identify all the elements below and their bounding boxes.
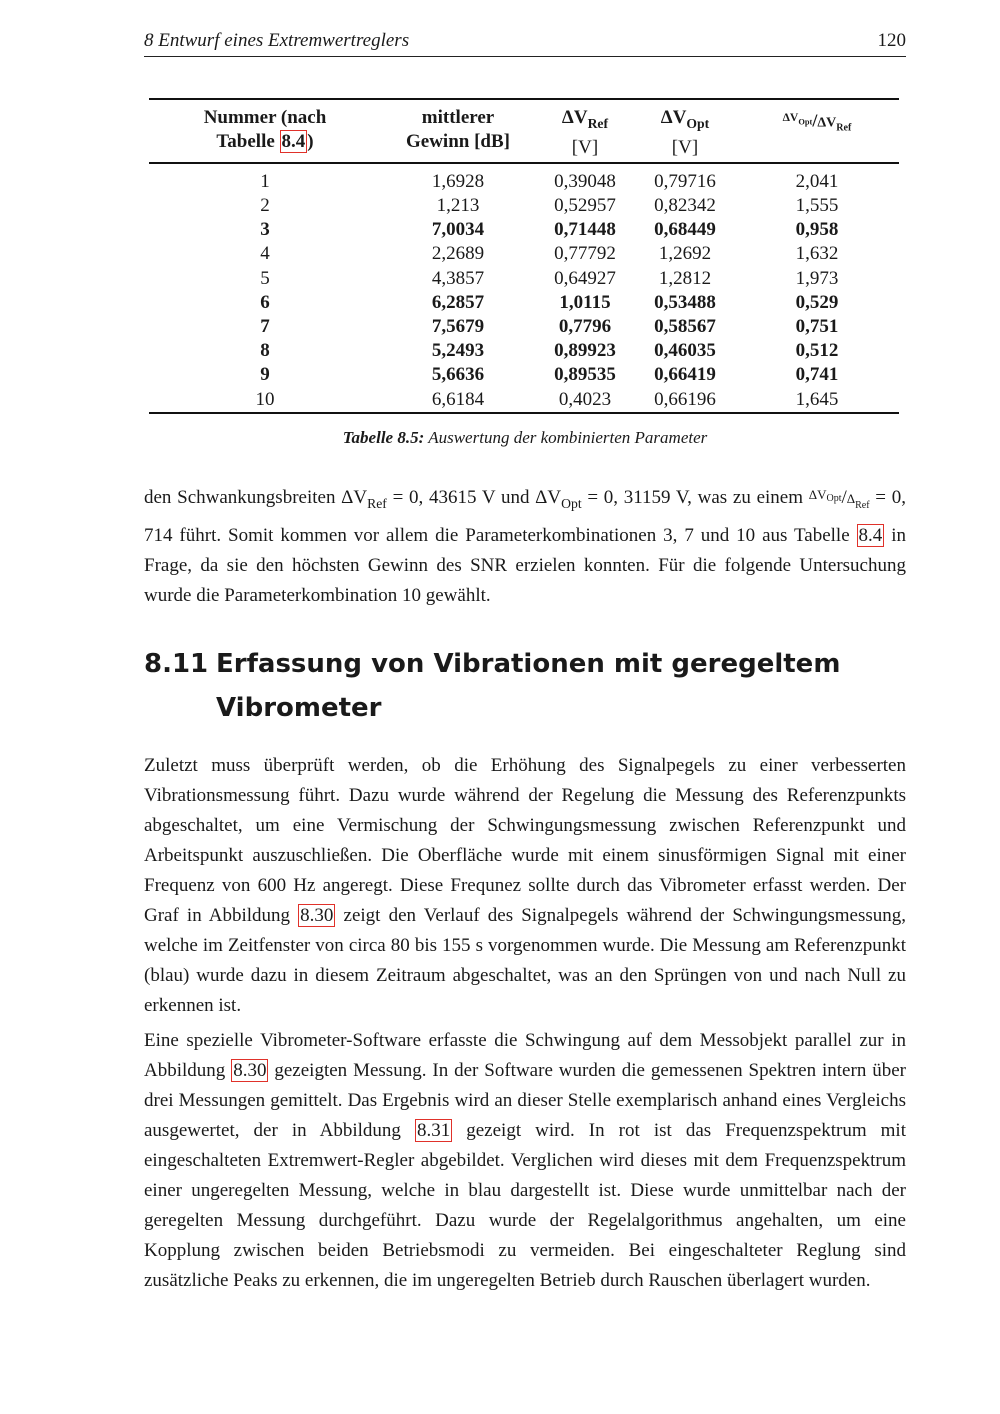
table-row bbox=[149, 315, 899, 339]
table-cell-ratio: 0,751 bbox=[795, 316, 839, 338]
table-cell-gain: 4,3857 bbox=[431, 267, 485, 289]
table-cell-dopt: 0,53488 bbox=[654, 291, 716, 313]
header-number: Nummer (nach Tabelle 8.4 ) bbox=[203, 107, 327, 152]
table-cell-ratio: 0,512 bbox=[795, 340, 839, 362]
results-table bbox=[149, 98, 899, 414]
header-delta-vref: $\Delta V_{Ref}$ [V] bbox=[561, 107, 609, 158]
table-cell-ratio: 1,973 bbox=[795, 267, 839, 289]
table-cell-dopt: 0,58567 bbox=[654, 316, 716, 338]
table-cell-nr: 7 bbox=[260, 316, 270, 338]
table-cell-dref: 0,52957 bbox=[554, 195, 616, 217]
table-cell-nr: 3 bbox=[260, 219, 270, 241]
caption-text: Auswertung der kombinierten Parameter bbox=[428, 428, 708, 447]
running-header bbox=[144, 30, 906, 57]
chapter-title: 8 Entwurf eines Extremwertreglers bbox=[144, 30, 410, 51]
table-cell-nr: 1 bbox=[260, 170, 270, 192]
table-cell-dref: 0,71448 bbox=[554, 219, 616, 241]
table-row bbox=[149, 387, 899, 412]
table-cell-gain: 7,0034 bbox=[431, 219, 485, 241]
table-cell-gain: 2,2689 bbox=[431, 243, 485, 265]
table-cell-ratio: 0,529 bbox=[795, 291, 839, 313]
table-cell-gain: 5,6636 bbox=[431, 364, 485, 386]
table-ref-link[interactable]: 8.4 bbox=[858, 524, 883, 546]
paragraph-2: Zuletzt muss überprüft werden, ob die Erhöhung des Signalpegels zu einer verbesserten Vibrationsmessung führt. Dazu wurde während der Regelung die Messung des Referenzpunkts abgeschaltet, um eine Vermischung der Schwingungsmessung zwischen Referenzpunkt und Arbeitspunkt auszuschließen. Die Oberfläche wurde mit einem sinusförmigen Signal mit einer Frequenz von 600 Hz angeregt. Diese Frequnez sollte durch das Vibrometer erfasst werden. Der Graf in Abbildung 8.30 zeigt den Verlauf des Signalpegels während der Schwingungsmessung, welche im Zeitfenster von circa 80 bis 155 s vorgenommen wurde. Die Messung am Referenzpunkt (blau) wurde dazu in diesem Zeitraum abgeschaltet, was an den Sprüngen von und nach Null zu erkennen ist. bbox=[144, 755, 907, 1016]
table-cell-ratio: 0,741 bbox=[795, 364, 839, 386]
table-cell-dopt: 0,79716 bbox=[654, 170, 716, 192]
table-cell-dref: 0,39048 bbox=[554, 170, 616, 192]
table-cell-nr: 10 bbox=[255, 388, 275, 410]
table-row bbox=[149, 339, 899, 363]
table-cell-dref: 0,77792 bbox=[554, 243, 616, 265]
table-body bbox=[149, 163, 899, 413]
table-row bbox=[149, 267, 899, 291]
table-cell-ratio: 1,645 bbox=[795, 388, 839, 410]
figure-ref-link[interactable]: 8.30 bbox=[300, 905, 334, 926]
table-cell-dopt: 0,68449 bbox=[654, 219, 716, 241]
table-row bbox=[149, 291, 899, 315]
table-cell-dopt: 0,82342 bbox=[654, 195, 716, 217]
table-caption bbox=[144, 428, 906, 448]
paragraph-1: den Schwankungsbreiten $\Delta V_{Ref} = 0$, 43615 V und $\Delta V_{Opt} = 0$, 31159 V, was zu einem $^{\Delta V}_{Opt}/\Delta_{Ref} = 0$, 714 führt. Somit kommen vor allem die Parameterkombinationen 3, 7 und 10 aus Tabelle 8.4 in Frage, da sie den höchsten Gewinn des SNR erzielen konnten. Für die folgende Untersuchung wurde die Parameterkombination 10 gewählt. bbox=[144, 487, 906, 606]
table-cell-nr: 4 bbox=[260, 243, 270, 265]
table-cell-nr: 2 bbox=[260, 195, 270, 217]
table-cell-ratio: 2,041 bbox=[795, 170, 839, 192]
table-ref-link[interactable]: 8.4 bbox=[281, 131, 306, 152]
table-cell-dref: 0,89535 bbox=[554, 364, 616, 386]
table-cell-dopt: 0,66196 bbox=[654, 388, 716, 410]
section-heading bbox=[144, 642, 906, 730]
header-delta-vopt: $\Delta V_{Opt}$ [V] bbox=[660, 107, 710, 158]
table-cell-dref: 0,4023 bbox=[558, 388, 612, 410]
header-ratio: $^{\Delta V_{Opt}}/\Delta V_{Ref}$ bbox=[782, 110, 852, 134]
table-row bbox=[149, 218, 899, 242]
table-cell-nr: 8 bbox=[260, 340, 270, 362]
table-cell-nr: 6 bbox=[260, 291, 270, 313]
table-cell-dref: 0,89923 bbox=[554, 340, 616, 362]
table-cell-dref: 1,0115 bbox=[559, 291, 611, 313]
figure-ref-link[interactable]: 8.30 bbox=[233, 1060, 267, 1081]
table-cell-ratio: 1,555 bbox=[795, 195, 839, 217]
table-cell-gain: 7,5679 bbox=[431, 316, 485, 338]
table-cell-gain: 1,6928 bbox=[431, 170, 485, 192]
page-number: 120 bbox=[877, 30, 906, 51]
table-cell-ratio: 1,632 bbox=[795, 243, 839, 265]
figure-ref-link[interactable]: 8.31 bbox=[416, 1120, 451, 1141]
table-cell-nr: 9 bbox=[260, 364, 270, 386]
paragraph-3: Eine spezielle Vibrometer-Software erfasste die Schwingung auf dem Messobjekt parallel zur in Abbildung 8.30 gezeigten Messung. In der Software wurden die gemessenen Spektren intern über drei Messungen gemittelt. Das Ergebnis wird an dieser Stelle exemplarisch anhand eines Vergleichs ausgewertet, der in Abbildung 8.31 gezeigt wird. In rot ist das Frequenzspektrum mit eingeschalteten Extremwert-Regler abgebildet. Verglichen wird dieses mit dem Frequenzspektrum einer ungeregelten Messung, welche in blau dargestellt ist. Diese wurde unmittelbar nach der geregelten Messung durchgeführt. Dazu wurde der Regelalgorithmus angehalten, um eine Kopplung zwischen beiden Betriebsmodi zu vermeiden. Bei eingeschalteter Reglung sind zusätzliche Peaks zu erkennen, die im ungeregelten Betrieb durch Rauschen überlagert wurden. bbox=[144, 1030, 906, 1291]
table-cell-gain: 5,2493 bbox=[431, 340, 485, 362]
table-cell-dopt: 0,46035 bbox=[654, 340, 716, 362]
section-number: 8.11 bbox=[144, 649, 209, 679]
section-title: Erfassung von Vibrationen mit geregeltem Vibrometer bbox=[216, 649, 841, 723]
table-row bbox=[149, 242, 899, 266]
table-cell-dref: 0,7796 bbox=[558, 316, 612, 338]
table-cell-gain: 1,213 bbox=[436, 195, 480, 217]
header-gain: mittlerer Gewinn [dB] bbox=[406, 107, 510, 152]
table-cell-dopt: 0,66419 bbox=[654, 364, 716, 386]
table-row bbox=[149, 163, 899, 194]
table-cell-dopt: 1,2692 bbox=[658, 243, 712, 265]
table-cell-nr: 5 bbox=[260, 267, 270, 289]
table-row bbox=[149, 194, 899, 218]
table-cell-dopt: 1,2812 bbox=[658, 267, 712, 289]
caption-label: Tabelle 8.5: bbox=[342, 428, 425, 447]
table-cell-gain: 6,6184 bbox=[431, 388, 485, 410]
table-header-row bbox=[149, 99, 899, 163]
table-row bbox=[149, 363, 899, 387]
table-cell-dref: 0,64927 bbox=[554, 267, 616, 289]
table-cell-ratio: 0,958 bbox=[795, 219, 839, 241]
table-cell-gain: 6,2857 bbox=[431, 291, 485, 313]
